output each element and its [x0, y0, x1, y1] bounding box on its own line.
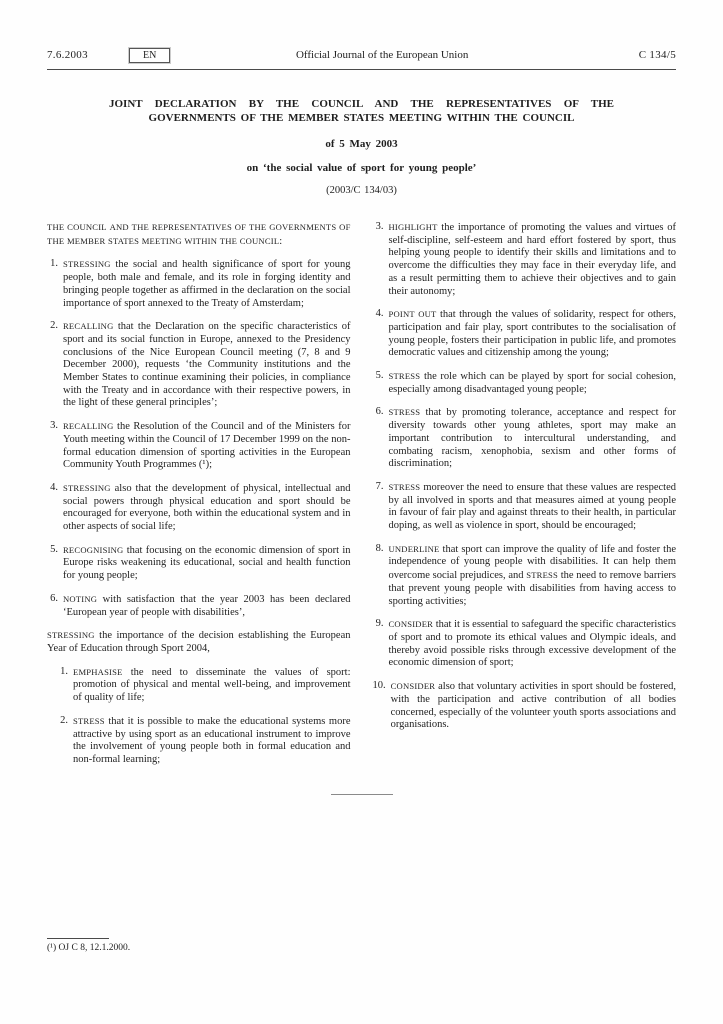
document-title: JOINT DECLARATION BY THE COUNCIL AND THE REPRESENTATIVES OF THE GOVERNMENTS OF THE MEMBER STATES MEETING WITHIN THE COUNCIL [109, 98, 614, 124]
declaration-item [373, 618, 677, 670]
declaration-sub-item [47, 715, 351, 767]
item-number: 1. [60, 665, 68, 677]
item-number: 4. [50, 481, 58, 493]
item-text: HIGHLIGHT the importance of promoting the values and virtues of self-discipline, self-esteem and hard effort fostered by sport, thus helping young people to identify their skills and limitations and to overcome the difficulties they may face in their everyday life, and as a result permitting them to achieve their objectives and to gain their autonomy; [388, 222, 676, 297]
item-text: STRESS that by promoting tolerance, acceptance and respect for diversity towards other young athletes, sport may make an important contribution to intercultural understanding, and combating racism, xenophobia, sexism and other forms of discrimination; [388, 407, 676, 470]
declaration-item [47, 258, 351, 310]
left-item-list [47, 258, 351, 619]
two-column-body [47, 221, 676, 777]
item-number: 6. [50, 592, 58, 604]
item-number: 10. [372, 680, 386, 692]
right-item-list [373, 221, 677, 732]
page-header [47, 46, 676, 64]
item-text: NOTING with satisfaction that the year 2003 has been declared ‘European year of people with disabilities’, [63, 593, 351, 618]
declaration-item [47, 593, 351, 619]
document-date-line: of 5 May 2003 [325, 138, 398, 150]
item-number: 5. [50, 543, 58, 555]
footnote-rule [47, 938, 109, 939]
item-text: CONSIDER that it is essential to safeguard the specific characteristics of sport and to promote its ethical values and Olympic ideals, and thereby avoid possible risks through excessive development of the economic dimension of sport; [388, 619, 676, 669]
declaration-item [47, 482, 351, 534]
document-reference: (2003/C 134/03) [326, 185, 397, 196]
item-number: 7. [375, 480, 384, 492]
language-badge: EN [129, 48, 170, 63]
header-rule [47, 69, 676, 70]
item-text: RECOGNISING that focusing on the economic dimension of sport in Europe risks weakening its educational, social and health function for young people; [63, 544, 351, 582]
item-number: 2. [50, 320, 58, 332]
declaration-item [47, 320, 351, 410]
item-text: EMPHASISE the need to disseminate the values of sport: promotion of physical and mental well-being, and improvement of quality of life; [73, 666, 351, 704]
journal-title: Official Journal of the European Union [295, 49, 469, 61]
item-text: POINT OUT that through the values of solidarity, respect for others, participation and fair play, sport contributes to the socialisation of young people, fosters their participation in public life, and promotes democratic values and citizenship among the young; [388, 309, 676, 359]
left-column [47, 221, 351, 777]
declaration-item [373, 543, 677, 609]
declaration-item [373, 680, 677, 732]
item-text: STRESSING the social and health significance of sport for young people, both male and female, and its role in forging identity and bringing people together as affirmed in the declaration on the social importance of sport annexed to the Treaty of Amsterdam; [63, 259, 351, 309]
item-number: 5. [375, 370, 384, 382]
item-number: 2. [60, 714, 68, 726]
item-text: STRESSING also that the development of physical, intellectual and social powers through physical education and sport should be encouraged for everyone, both within the educational system and in other aspects of social life; [63, 482, 351, 533]
item-text: RECALLING the Resolution of the Council and of the Ministers for Youth meeting within the Council of 17 December 1999 on the non-formal education dimension of sporting activities in the European Community Youth Programmes (¹); [63, 421, 351, 471]
stressing-paragraph: STRESSING the importance of the decision establishing the European Year of Education through Sport 2004, [47, 630, 351, 654]
item-text: UNDERLINE that sport can improve the quality of life and foster the independence of young people with disabilities. It can help them overcome social prejudices, and STRESS the need to remove barriers that prevent young people with disabilities from having access to sporting activities; [388, 543, 676, 607]
item-text: STRESS moreover the need to ensure that these values are respected by all involved in sports and that measures aimed at young people in favour of fair play and against threats to their health, in particular doping, as well as violence in sport, should be encouraged; [388, 481, 676, 532]
footnote [47, 938, 130, 954]
item-number: 1. [50, 258, 58, 270]
item-number: 3. [50, 420, 58, 432]
item-number: 8. [375, 542, 384, 554]
item-text: STRESS that it is possible to make the educational systems more attractive by using sport as an educational instrument to improve the involvement of young people both in formal education and non-formal learning; [73, 715, 351, 765]
declaration-item [373, 370, 677, 396]
document-subject-line: on ‘the social value of sport for young people’ [246, 162, 477, 174]
item-text: STRESS the role which can be played by sport for social cohesion, especially among disadvantaged young people; [388, 371, 676, 395]
item-number: 3. [375, 221, 384, 232]
title-block [47, 97, 676, 196]
declaration-item [373, 406, 677, 471]
declaration-item [47, 420, 351, 472]
item-number: 9. [375, 618, 384, 630]
footnote-text: (¹) OJ C 8, 12.1.2000. [47, 943, 131, 953]
item-text: CONSIDER also that voluntary activities in sport should be fostered, with the participation and active contribution of all bodies concerned, especially of the volunteer youth sports associations and organisations. [390, 681, 676, 731]
declaration-item [373, 308, 677, 360]
declaration-item [47, 544, 351, 583]
sub-item-list [47, 666, 351, 767]
intro-paragraph: THE COUNCIL AND THE REPRESENTATIVES OF THE GOVERNMENTS OF THE MEMBER STATES MEETING WITHIN THE COUNCIL: [47, 222, 351, 247]
item-number: 6. [375, 406, 384, 418]
item-text: RECALLING that the Declaration on the specific characteristics of sport and its social function in Europe, annexed to the Presidency conclusions of the Nice European Council meeting (7, 8 and 9 December 2000), requests ‘the Community institutions and the Member States to continue examining their policies, in compliance with the Treaty and in accordance with their respective powers, in the light of these general principles’; [63, 321, 351, 409]
item-number: 4. [375, 308, 384, 320]
declaration-sub-item [47, 666, 351, 705]
right-column [373, 221, 677, 777]
declaration-item [373, 481, 677, 533]
declaration-item [373, 221, 677, 298]
section-divider [331, 794, 393, 795]
page-reference: C 134/5 [638, 49, 676, 61]
header-date: 7.6.2003 [47, 49, 88, 61]
